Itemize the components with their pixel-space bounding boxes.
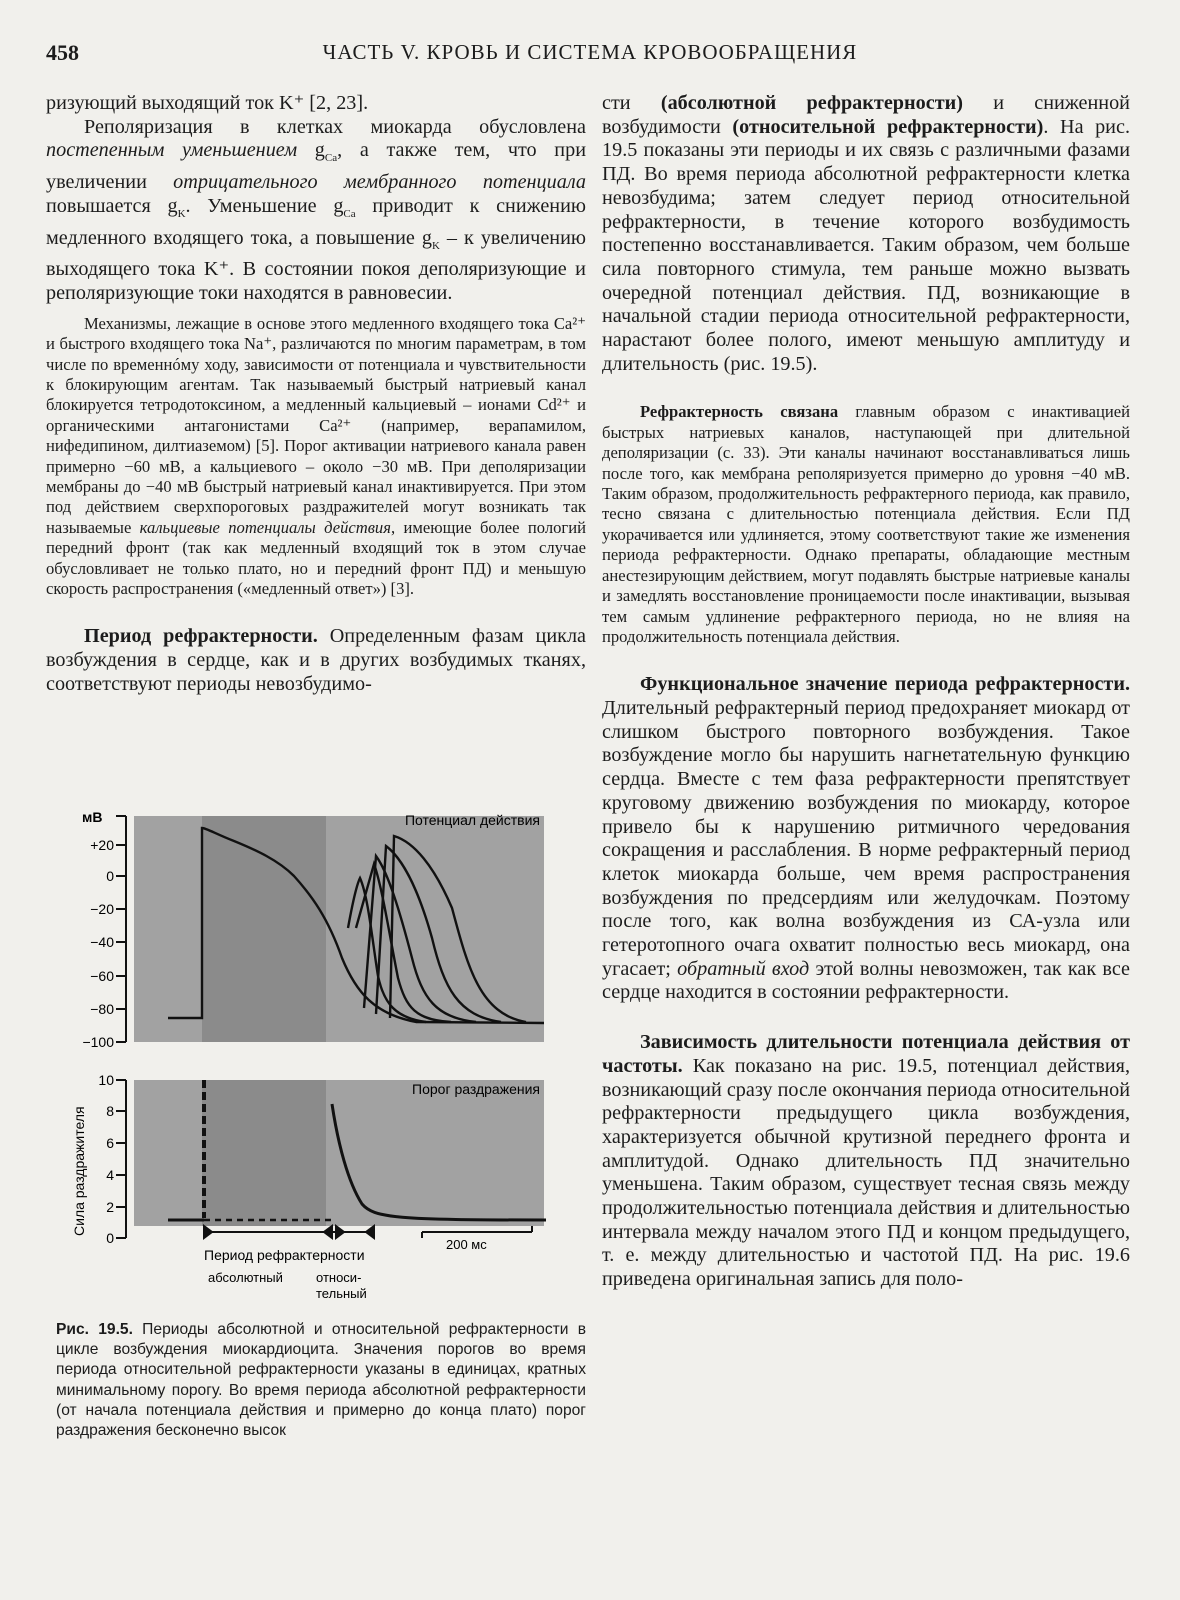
tick-label: 10 xyxy=(98,1072,114,1088)
right-column xyxy=(602,92,1130,1292)
page-number: 458 xyxy=(46,40,79,65)
top-panel-bg xyxy=(134,816,544,1042)
paragraph: Функциональное значение периода рефрактерности. Длительный рефрактерный период предохраняет миокард от слишком быстрого повторного возбуждения. Такое возбуждение могло бы нарушить нагнетательную функцию сердца. Вместе с тем фаза рефрактерности препятствует круговому движению возбуждения по миокарду, которое привело бы к нарушению ритмичного чередования сокращения и расслабления. В норме рефрактерный период клеток миокарда больше, чем время распространения возбуждения по предсердиям или желудочкам. Поэтому после того, как волна возбуждения из СА-узла или гетеротопного очага охватит полностью весь миокард, она угасает; обратный вход этой волны невозможен, так как все сердце находится в состоянии рефрактерности. xyxy=(602,673,1130,1004)
paragraph: Реполяризация в клетках миокарда обусловлена постепенным уменьшением $g_{Ca}$, а также тем, что при увеличении отрицательного мембранного потенциала повышается $g_K$. Уменьшение $g_{Ca}$ приводит к снижению медленного входящего тока, а повышение $g_K$ – к увеличению выходящего тока K⁺. В состоянии покоя деполяризующие и реполяризующие токи находятся в равновесии. xyxy=(46,115,586,305)
top-unit-label: мВ xyxy=(82,809,103,825)
bottom-y-axis-label: Сила раздражителя xyxy=(71,1106,87,1236)
caption-label: Рис. 19.5. xyxy=(56,1321,133,1338)
scale-bar-label: 200 мс xyxy=(446,1237,487,1252)
relative-label-1: относи- xyxy=(316,1270,362,1285)
tick-label: −100 xyxy=(82,1034,114,1050)
paragraph: Период рефрактерности. Определенным фазам цикла возбуждения в сердце, как и в других возбудимых тканях, соответствуют периоды невозбудимо- xyxy=(46,625,586,695)
paragraph: ризующий выходящий ток K⁺ [2, 23]. xyxy=(46,92,369,114)
absolute-period-band xyxy=(202,816,326,1042)
tick-label: −80 xyxy=(90,1001,114,1017)
relative-label-2: тельный xyxy=(316,1286,367,1301)
section-heading: Период рефрактерности. xyxy=(84,625,318,648)
tick-label: 0 xyxy=(106,868,114,884)
section-heading: Зависимость длительности потенциала действия от частоты. xyxy=(602,1031,1130,1077)
tick-label: 6 xyxy=(106,1135,114,1151)
top-ticks xyxy=(116,816,126,1042)
period-label: Период рефрактерности xyxy=(204,1247,365,1263)
small-paragraph: Рефрактерность связана главным образом с инактивацией быстрых натриевых каналов, наступающей при длительной деполяризации (с. 33). Эти каналы начинают восстанавливаться лишь после того, как мембрана реполяризуется примерно до уровня −40 мВ. Таким образом, продолжительность рефрактерного периода, как правило, тесно связана с длительностью потенциала действия. Если ПД укорачивается или удлиняется, этому соответствуют такие же изменения периода рефрактерности. Однако препараты, обладающие местным анестезирующим действием, могут подавлять быстрые натриевые каналы и замедлять восстановление проницаемости после инактивации, вызывая тем самым удлинение рефрактерного периода, но не влияя на продолжительность потенциала действия. xyxy=(602,402,1130,646)
period-markers xyxy=(204,1226,374,1238)
page-header xyxy=(46,40,1134,70)
tick-label: 4 xyxy=(106,1167,114,1183)
running-title: ЧАСТЬ V. КРОВЬ И СИСТЕМА КРОВООБРАЩЕНИЯ xyxy=(322,40,858,64)
figure-19-5 xyxy=(56,808,586,1316)
figure-caption xyxy=(56,1320,586,1441)
tick-label: 2 xyxy=(106,1199,114,1215)
paragraph: сти (абсолютной рефрактерности) и сниженной возбудимости (относительной рефрактерности). На рис. 19.5 показаны эти периоды и их связь с различными фазами ПД. Во время периода абсолютной рефрактерности клетка невозбудима; затем следует период относительной рефрактерности, в течение которого возбудимость постепенно восстанавливается. Таким образом, чем больше сила повторного стимула, тем раньше можно вызвать очередной потенциал действия. ПД, возникающие в начальной стадии периода относительной рефрактерности, нарастают более полого, имеют меньшую амплитуду и длительность (рис. 19.5). xyxy=(602,92,1130,375)
tick-label: −40 xyxy=(90,934,114,950)
tick-label: 8 xyxy=(106,1103,114,1119)
tick-label: +20 xyxy=(90,837,114,853)
tick-label: 0 xyxy=(106,1230,114,1246)
top-panel-title: Потенциал действия xyxy=(404,812,540,828)
tick-label: −60 xyxy=(90,968,114,984)
bottom-panel-bg xyxy=(134,1080,544,1226)
left-column xyxy=(46,92,586,697)
bottom-ticks xyxy=(116,1080,126,1238)
small-paragraph: Механизмы, лежащие в основе этого медленного входящего тока Ca²⁺ и быстрого входящего тока Na⁺, различаются по многим параметрам, в том числе по временнóму ходу, зависимости от потенциала и чувствительности к блокирующим агентам. Так называемый быстрый натриевый канал блокируется тетродотоксином, а медленный кальциевый – ионами Cd²⁺ и органическими антагонистами Ca²⁺ (например, верапамилом, нифедипином, дилтиаземом) [5]. Порог активации натриевого канала равен примерно −60 мВ, а кальциевого – около −30 мВ. При деполяризации мембраны до −40 мВ быстрый натриевый канал инактивируется. При этом под действием сверхпороговых раздражителей могут возникать так называемые кальциевые потенциалы действия, имеющие более пологий передний фронт (так как медленный входящий ток в этом случае обусловливает не только плато, но и передний фронт ПД) и меньшую скорость распространения («медленный ответ») [3]. xyxy=(46,313,586,598)
absolute-period-band xyxy=(202,1080,326,1226)
section-heading: Функциональное значение периода рефрактерности. xyxy=(640,673,1130,696)
inline-heading: Рефрактерность связана xyxy=(640,402,839,422)
caption-text: Периоды абсолютной и относительной рефрактерности в цикле возбуждения миокардиоцита. Значения порогов во время периода относительной рефрактерности указаны в единицах, кратных минимальному порогу. Во время периода абсолютной рефрактерности (от начала потенциала действия и примерно до конца плато) порог раздражения бесконечно высок xyxy=(56,1321,587,1440)
absolute-label: абсолютный xyxy=(208,1270,283,1285)
tick-label: −20 xyxy=(90,901,114,917)
bottom-panel-title: Порог раздражения xyxy=(412,1081,540,1097)
paragraph: Зависимость длительности потенциала действия от частоты. Как показано на рис. 19.5, потенциал действия, возникающий сразу после окончания периода относительной рефрактерности предыдущего цикла возбуждения, характеризуется обычной крутизной переднего фронта и амплитудой. Однако длительность ПД значительно уменьшена. Таким образом, существует тесная связь между продолжительностью потенциала действия и длительностью интервала между началом этого ПД и концом предыдущего, т. е. между длительностью и частотой ПД. На рис. 19.6 приведена оригинальная запись для поло- xyxy=(602,1031,1130,1291)
